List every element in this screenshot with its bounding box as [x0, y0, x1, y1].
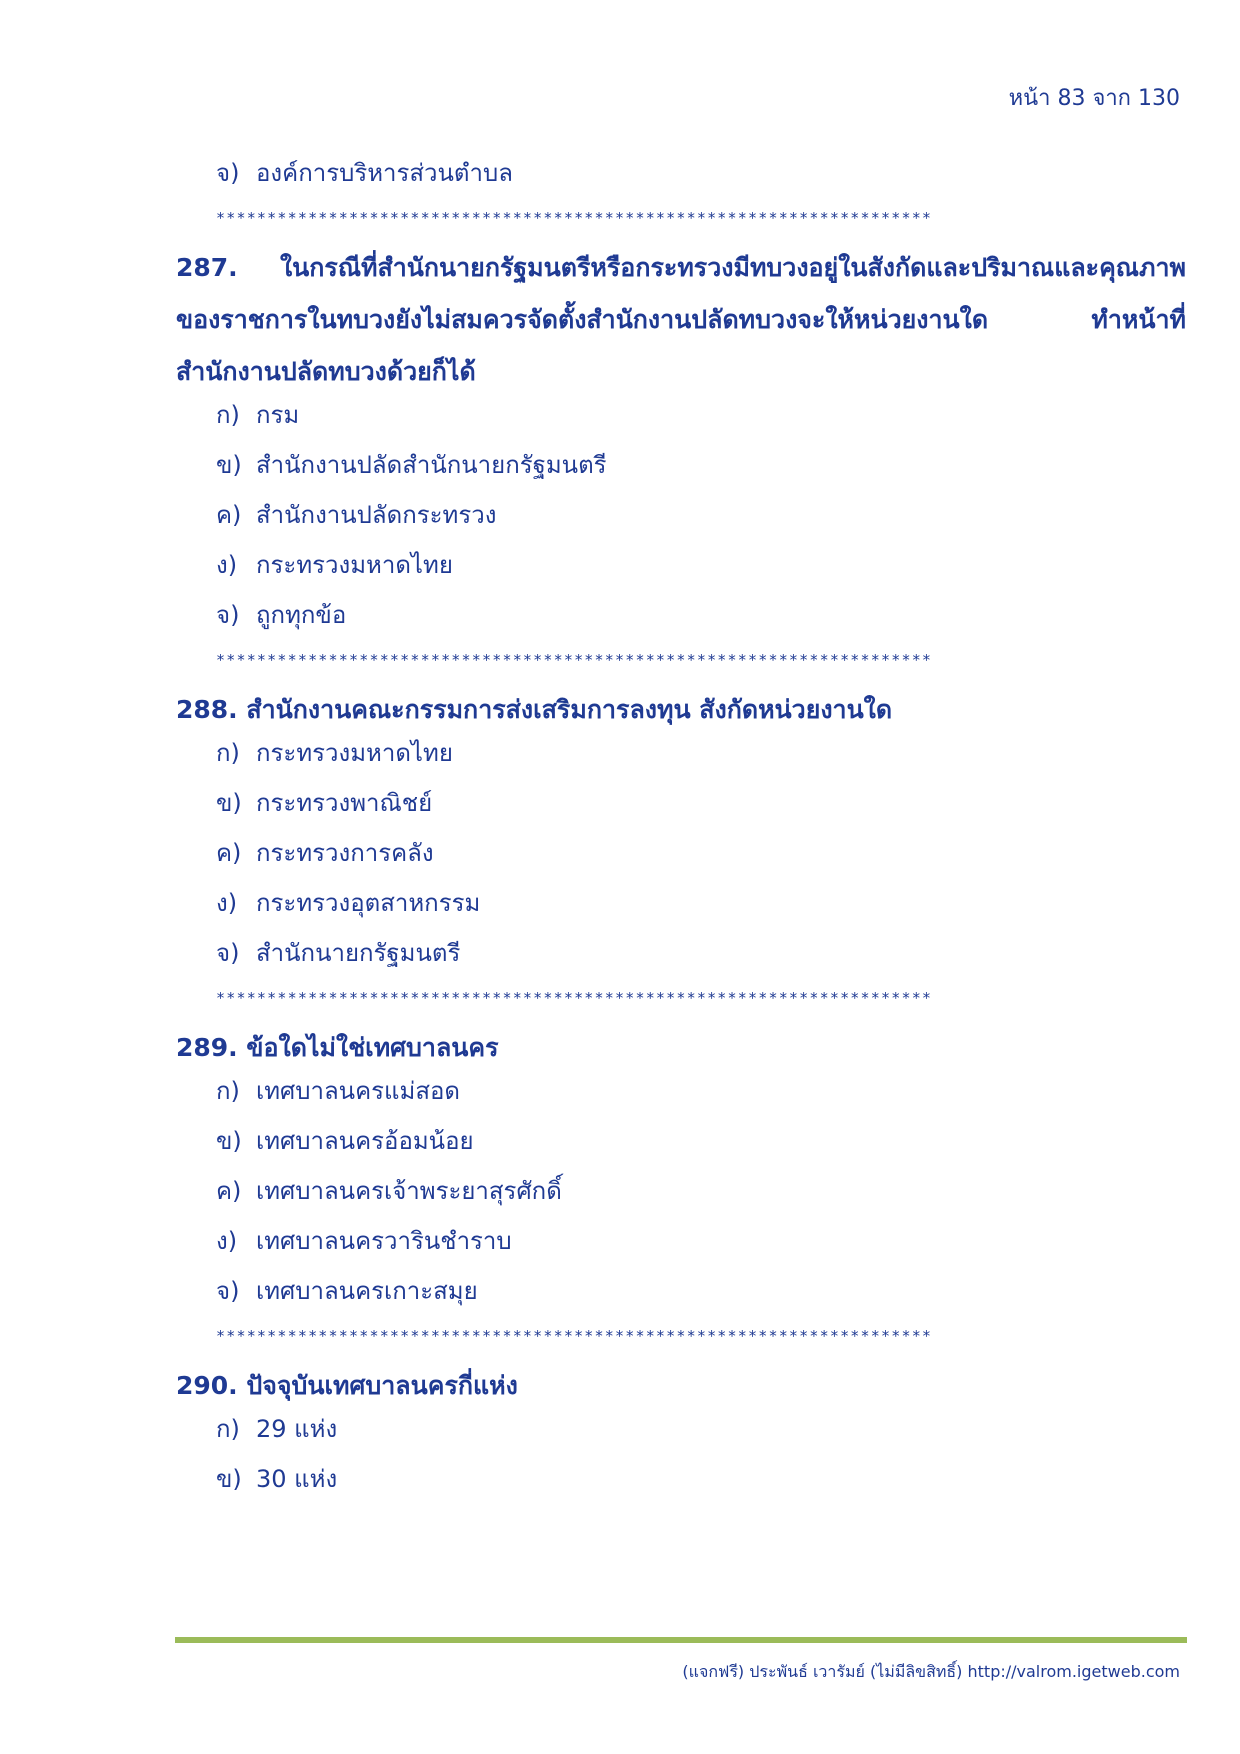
footer-credit: (แจกฟรี) ประพันธ์ เวารัมย์ (ไม่มีลิขสิทธิ์) http://valrom.igetweb.com [682, 1662, 1180, 1681]
option-item [176, 158, 1186, 208]
option-letter: ง) [216, 889, 238, 917]
option-letter: ข) [216, 1127, 242, 1155]
option-letter: ข) [216, 451, 242, 479]
question-287: 287. ในกรณีที่สำนักนายกรัฐมนตรีหรือกระทรวงมีทบวงอยู่ในสังกัดและปริมาณและคุณภาพของราชการในทบวงยังไม่สมควรจัดตั้งสำนักงานปลัดทบวงจะให้หน่วยงานใด ทำหน้าที่สำนักงานปลัดทบวงด้วยก็ได้ [176, 253, 1186, 386]
option-item [176, 1464, 1186, 1514]
option-letter: จ) [216, 1277, 240, 1305]
option-text: สำนักงานปลัดกระทรวง [256, 501, 497, 529]
option-letter: ก) [216, 1415, 240, 1443]
footer-divider [175, 1637, 1187, 1643]
option-item [176, 400, 1186, 450]
option-text: เทศบาลนครอ้อมน้อย [256, 1127, 474, 1155]
option-item [176, 938, 1186, 988]
option-text: สำนักนายกรัฐมนตรี [256, 939, 461, 967]
option-item [176, 1226, 1186, 1276]
option-text: เทศบาลนครเจ้าพระยาสุรศักดิ์ [256, 1177, 562, 1205]
question-290: 290. ปัจจุบันเทศบาลนครกี่แห่ง [176, 1371, 518, 1400]
option-item [176, 1076, 1186, 1126]
option-letter: ข) [216, 1465, 242, 1493]
option-letter: ก) [216, 401, 240, 429]
option-text: กระทรวงการคลัง [256, 839, 434, 867]
option-letter: จ) [216, 159, 240, 187]
option-item [176, 788, 1186, 838]
option-text: 30 แห่ง [256, 1465, 338, 1493]
option-text: เทศบาลนครวารินชำราบ [256, 1227, 512, 1255]
option-letter: ง) [216, 1227, 238, 1255]
option-letter: ค) [216, 501, 242, 529]
option-item [176, 450, 1186, 500]
option-letter: ก) [216, 1077, 240, 1105]
page-number: หน้า 83 จาก 130 [1008, 86, 1180, 111]
separator: ********************************************************************** [216, 1327, 933, 1345]
separator: ********************************************************************** [216, 989, 933, 1007]
option-item [176, 1414, 1186, 1464]
option-text: สำนักงานปลัดสำนักนายกรัฐมนตรี [256, 451, 607, 479]
option-letter: ง) [216, 551, 238, 579]
option-text: กระทรวงพาณิชย์ [256, 789, 433, 817]
option-letter: ค) [216, 839, 242, 867]
exam-content [176, 158, 1186, 1514]
separator: ********************************************************************** [216, 209, 933, 227]
question-288: 288. สำนักงานคณะกรรมการส่งเสริมการลงทุน สังกัดหน่วยงานใด [176, 695, 893, 724]
option-text: กระทรวงอุตสาหกรรม [256, 889, 481, 917]
option-text: องค์การบริหารส่วนตำบล [256, 159, 513, 187]
option-item [176, 838, 1186, 888]
option-item [176, 1126, 1186, 1176]
separator: ********************************************************************** [216, 651, 933, 669]
option-item [176, 888, 1186, 938]
option-item [176, 1176, 1186, 1226]
option-text: กรม [256, 401, 300, 429]
option-text: 29 แห่ง [256, 1415, 338, 1443]
option-item [176, 738, 1186, 788]
option-item [176, 600, 1186, 650]
option-text: เทศบาลนครแม่สอด [256, 1077, 460, 1105]
option-text: เทศบาลนครเกาะสมุย [256, 1277, 478, 1305]
option-letter: ก) [216, 739, 240, 767]
option-letter: ค) [216, 1177, 242, 1205]
option-letter: ข) [216, 789, 242, 817]
option-letter: จ) [216, 939, 240, 967]
question-289: 289. ข้อใดไม่ใช่เทศบาลนคร [176, 1033, 499, 1062]
option-item [176, 500, 1186, 550]
option-letter: จ) [216, 601, 240, 629]
option-text: กระทรวงมหาดไทย [256, 739, 453, 767]
option-item [176, 550, 1186, 600]
option-item [176, 1276, 1186, 1326]
option-text: กระทรวงมหาดไทย [256, 551, 453, 579]
option-text: ถูกทุกข้อ [256, 601, 347, 629]
